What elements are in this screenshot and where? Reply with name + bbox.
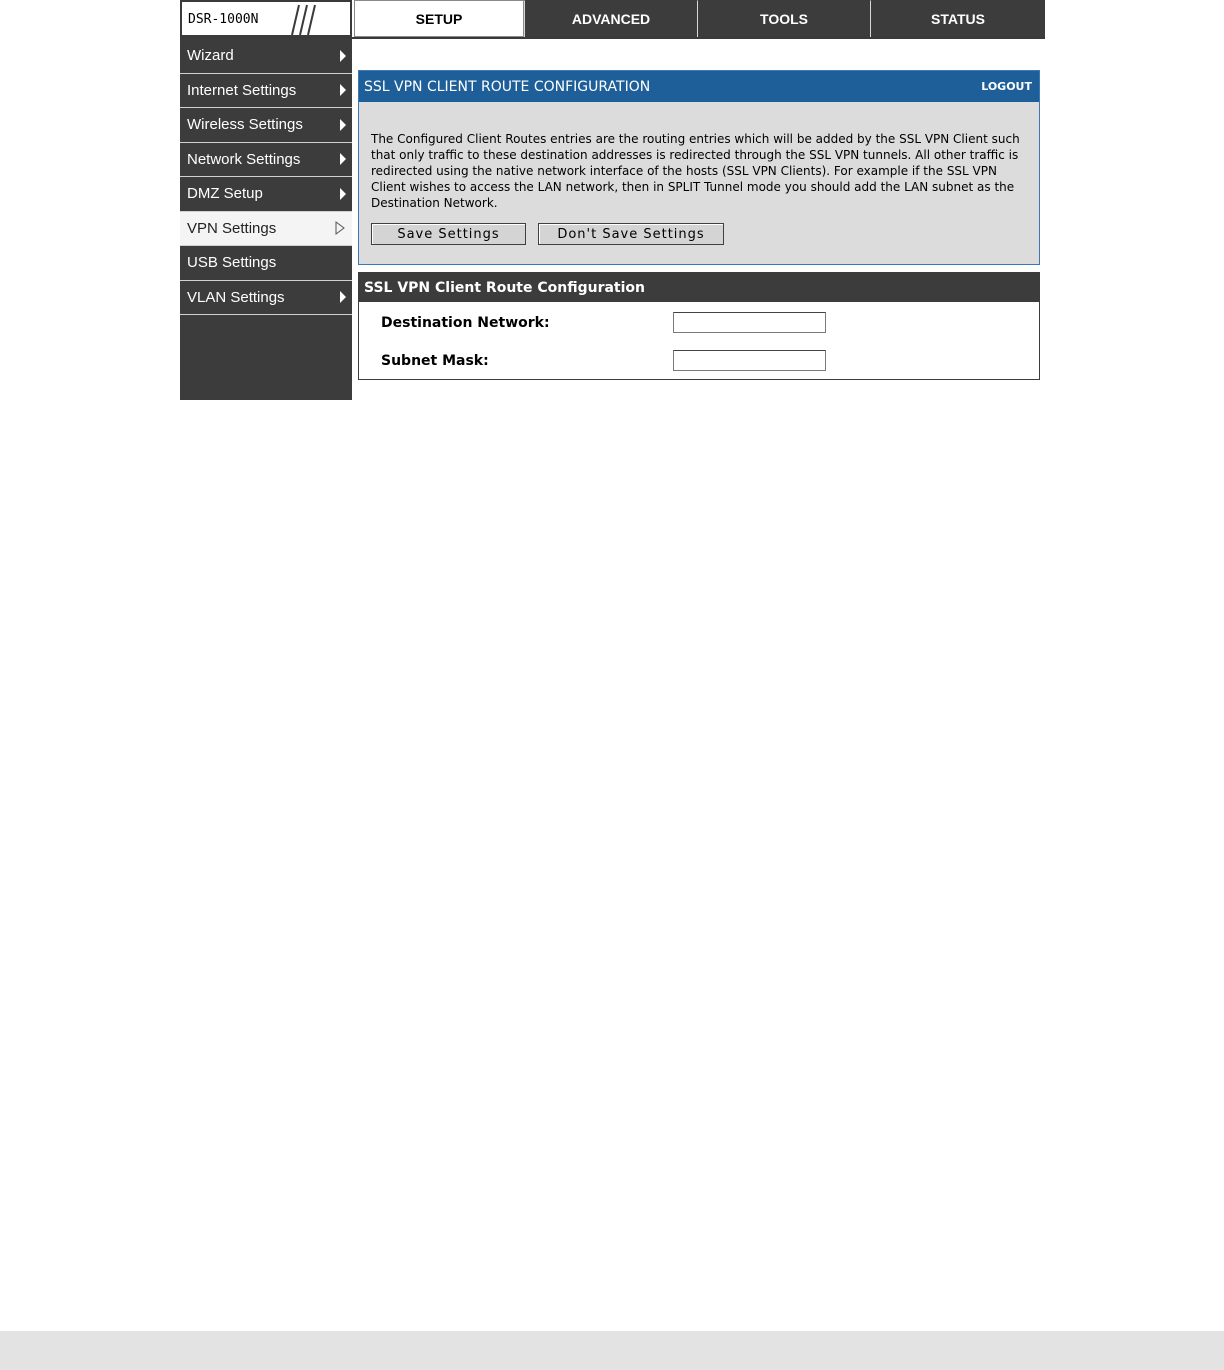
sidebar-item-dmz-setup[interactable] <box>180 177 352 212</box>
chevron-right-icon <box>340 84 346 96</box>
chevron-right-icon <box>340 188 346 200</box>
sidebar-item-label: USB Settings <box>187 254 277 272</box>
subnet-mask-input[interactable] <box>673 350 826 371</box>
destination-network-input[interactable] <box>673 312 826 333</box>
footer-bar <box>0 1331 1224 1370</box>
top-navigation <box>180 0 1045 39</box>
destination-network-label: Destination Network: <box>381 314 550 331</box>
sidebar-item-network-settings[interactable] <box>180 143 352 178</box>
route-form-header: SSL VPN Client Route Configuration <box>359 273 1039 302</box>
logout-link[interactable]: LOGOUT <box>981 80 1032 93</box>
config-description: The Configured Client Routes entries are the routing entries which will be added by the SSL VPN Client such that only traffic to these destination addresses is redirected through the SSL VPN tunnels. All other traffic is redirected using the native network interface of the hosts (SSL VPN Clients). For example if the SSL VPN Client wishes to access the LAN network, then in SPLIT Tunnel mode you should add the LAN subnet as the Destination Network. <box>371 132 1020 210</box>
chevron-right-icon <box>340 291 346 303</box>
chevron-right-outline-icon <box>334 221 346 235</box>
sidebar-item-wireless-settings[interactable] <box>180 108 352 143</box>
brand-slashes-icon <box>282 2 322 37</box>
config-panel-header <box>359 71 1039 102</box>
action-buttons <box>359 211 1039 245</box>
chevron-right-icon <box>340 50 346 62</box>
page-title: SSL VPN CLIENT ROUTE CONFIGURATION <box>364 78 651 95</box>
destination-network-row <box>381 312 826 333</box>
sidebar-item-wizard[interactable] <box>180 39 352 74</box>
sidebar-item-label: Internet Settings <box>187 81 297 99</box>
model-name: DSR-1000N <box>188 12 259 27</box>
chevron-right-icon <box>340 153 346 165</box>
sidebar <box>180 39 352 400</box>
chevron-right-icon <box>340 119 346 131</box>
brand-box <box>180 0 352 37</box>
tab-setup[interactable]: SETUP <box>354 0 524 37</box>
subnet-mask-row <box>381 350 826 371</box>
tab-tools[interactable]: TOOLS <box>697 0 870 37</box>
sidebar-item-label: Network Settings <box>187 150 301 168</box>
sidebar-item-label: VLAN Settings <box>187 288 285 306</box>
sidebar-item-label: Wizard <box>187 47 234 65</box>
tab-status[interactable]: STATUS <box>870 0 1045 37</box>
sidebar-item-label: VPN Settings <box>187 219 277 237</box>
sidebar-item-vpn-settings[interactable] <box>180 212 352 247</box>
sidebar-item-internet-settings[interactable] <box>180 74 352 109</box>
sidebar-item-label: Wireless Settings <box>187 116 303 134</box>
config-info-panel <box>358 70 1040 265</box>
tab-advanced[interactable]: ADVANCED <box>524 0 697 37</box>
sidebar-item-usb-settings[interactable] <box>180 246 352 281</box>
sidebar-item-label: DMZ Setup <box>187 185 263 203</box>
sidebar-item-vlan-settings[interactable] <box>180 281 352 316</box>
route-form-panel <box>358 272 1040 380</box>
save-settings-button[interactable]: Save Settings <box>371 223 526 245</box>
subnet-mask-label: Subnet Mask: <box>381 352 489 369</box>
dont-save-settings-button[interactable]: Don't Save Settings <box>538 223 724 245</box>
